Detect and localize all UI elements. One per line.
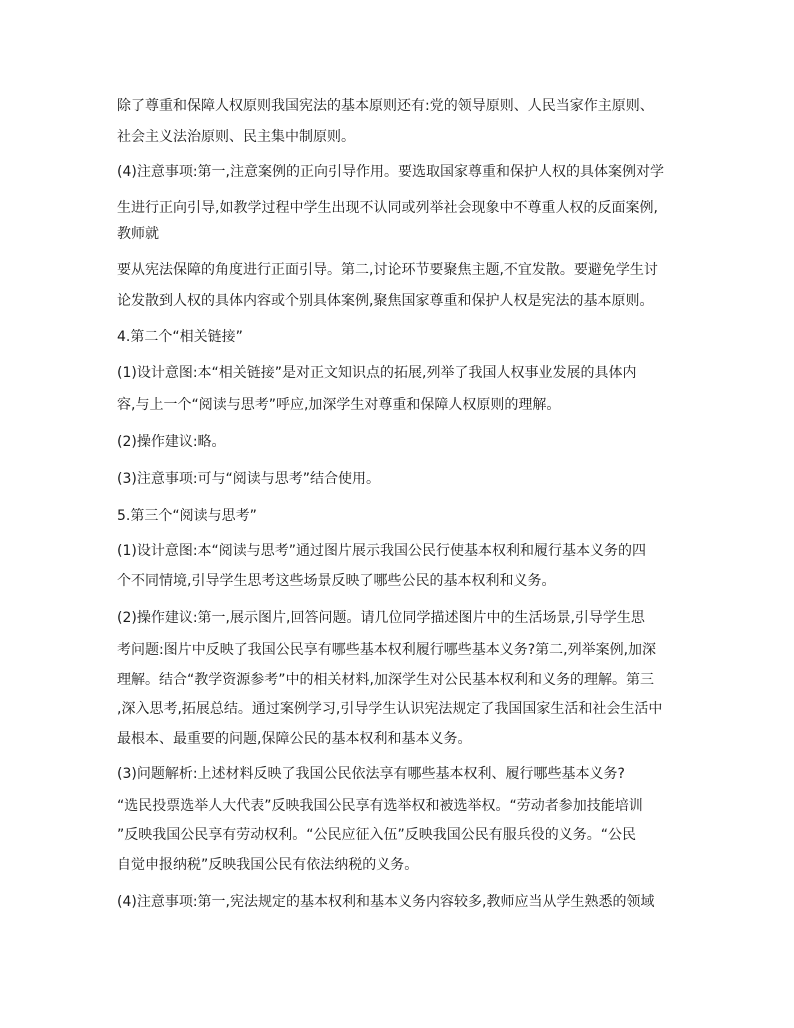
text-line: ,深入思考,拓展总结。通过案例学习,引导学生认识宪法规定了我国国家生活和社会生活中 [117, 701, 663, 717]
text-line: 生进行正向引导,如教学过程中学生出现不认同或列举社会现象中不尊重人权的反面案例, [117, 200, 658, 216]
text-line: 要从宪法保障的角度进行正面引导。第二,讨论环节要聚焦主题,不宜发散。要避免学生讨 [117, 262, 658, 278]
text-line: (3)注意事项:可与“阅读与思考”结合使用。 [117, 471, 381, 487]
text-line: 除了尊重和保障人权原则我国宪法的基本原则还有:党的领导原则、人民当家作主原则、 [117, 98, 654, 114]
text-line: 教师就 [117, 226, 159, 242]
text-line: 个不同情境,引导学生思考这些场景反映了哪些公民的基本权利和义务。 [117, 573, 556, 589]
text-line: 论发散到人权的具体内容或个别具体案例,聚焦国家尊重和保护人权是宪法的基本原则。 [117, 293, 654, 309]
text-line: (2)操作建议:第一,展示图片,回答问题。请几位同学描述图片中的生活场景,引导学生思 [117, 610, 645, 626]
text-line: (4)注意事项:第一,注意案例的正向引导作用。要选取国家尊重和保护人权的具体案例对学 [117, 164, 664, 180]
text-line: 考问题:图片中反映了我国公民享有哪些基本权利履行哪些基本义务?第二,列举案例,加深 [117, 642, 657, 658]
text-line: (2)操作建议:略。 [117, 434, 226, 450]
text-line: 理解。结合“教学资源参考”中的相关材料,加深学生对公民基本权利和义务的理解。第三 [117, 672, 654, 688]
text-line: (1)设计意图:本“相关链接”是对正文知识点的拓展,列举了我国人权事业发展的具体内 [117, 365, 637, 381]
text-line: 最根本、最重要的问题,保障公民的基本权利和基本义务。 [117, 731, 472, 747]
text-line: “选民投票选举人大代表”反映我国公民享有选举权和被选举权。“劳动者参加技能培训 [117, 798, 643, 814]
section-heading: 4.第二个“相关链接” [117, 329, 243, 345]
text-line: 自觉申报纳税”反映我国公民有依法纳税的义务。 [117, 857, 419, 873]
text-line: 容,与上一个“阅读与思考”呼应,加深学生对尊重和保障人权原则的理解。 [117, 397, 561, 413]
text-line: ”反映我国公民享有劳动权利。“公民应征入伍”反映我国公民有服兵役的义务。“公民 [117, 827, 637, 843]
text-line: 社会主义法治原则、民主集中制原则。 [117, 129, 355, 145]
text-line: (1)设计意图:本“阅读与思考”通过图片展示我国公民行使基本权利和履行基本义务的四 [117, 543, 647, 559]
text-line: (4)注意事项:第一,宪法规定的基本权利和基本义务内容较多,教师应当从学生熟悉的领域 [117, 894, 655, 910]
section-heading: 5.第三个“阅读与思考” [117, 508, 257, 524]
text-line: (3)问题解析:上述材料反映了我国公民依法享有哪些基本权利、履行哪些基本义务? [117, 766, 625, 782]
